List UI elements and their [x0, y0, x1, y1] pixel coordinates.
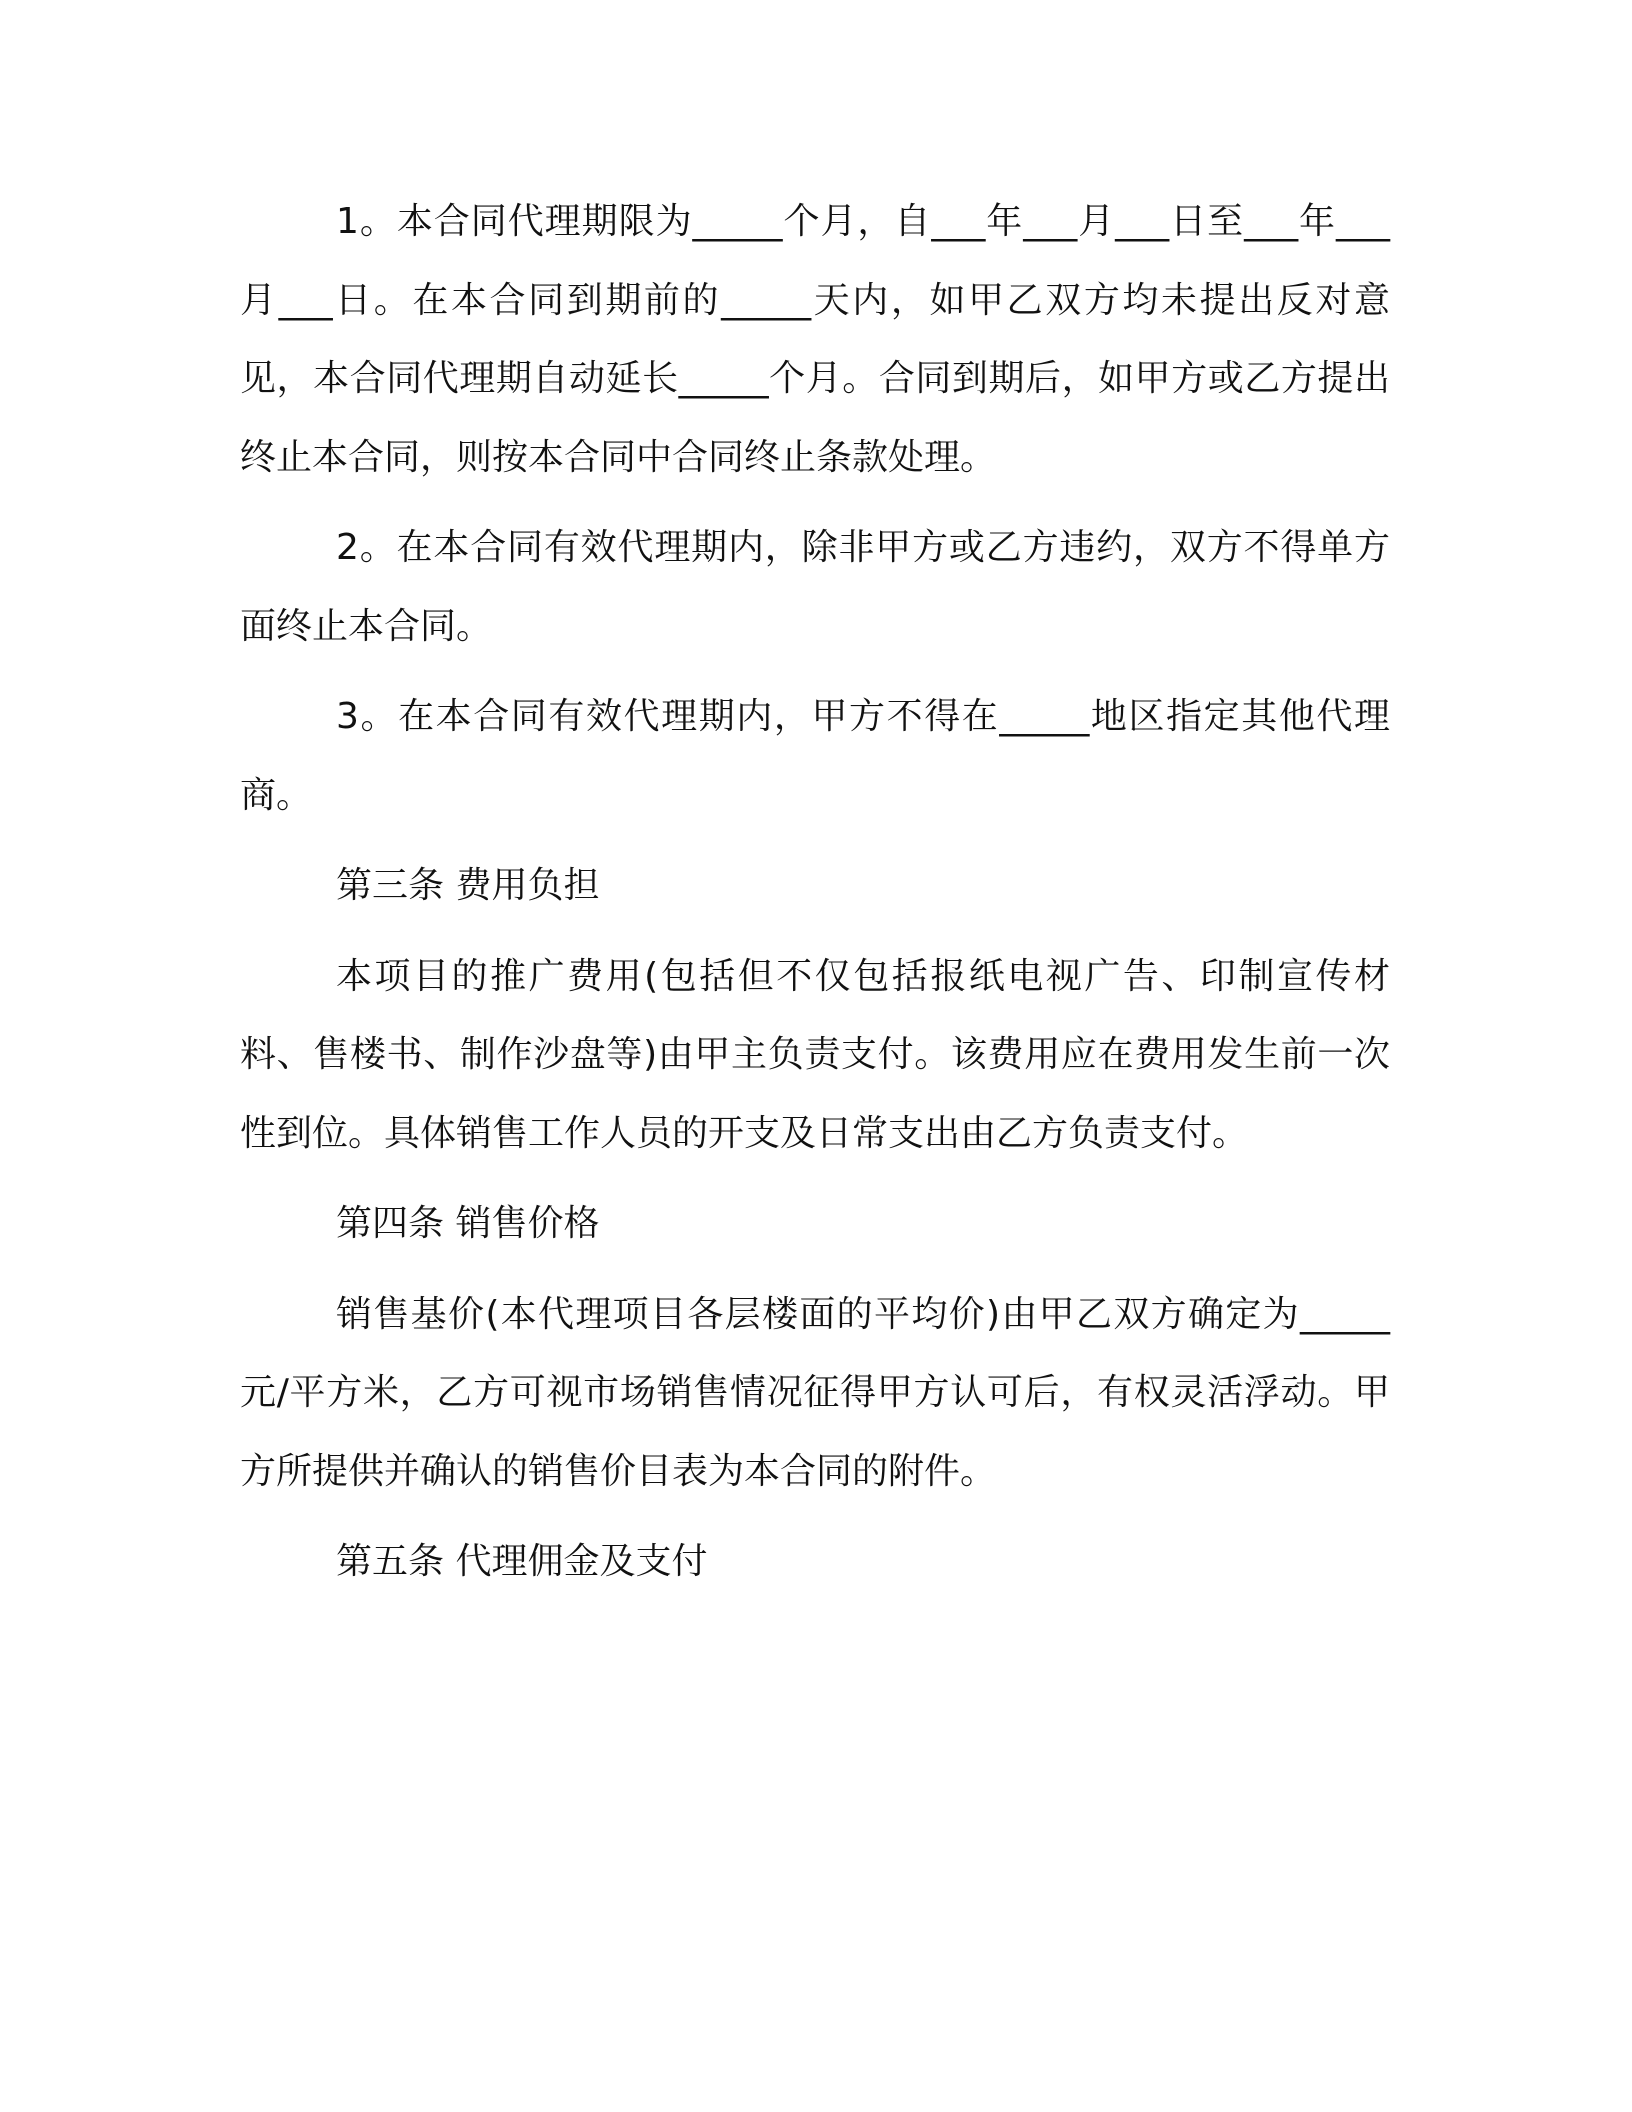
- article-3-heading: 第三条 费用负担: [336, 865, 600, 906]
- clause-exclusive-agent: 3。在本合同有效代理期内，甲方不得在_____地区指定其他代理商。: [240, 696, 1390, 816]
- clause-term-period: 1。本合同代理期限为_____个月，自___年___月___日至___年___月___日。在本合同到期前的_____天内，如甲乙双方均未提出反对意见，本合同代理期自动延长_____个月。合同到期后，如甲方或乙方提出终止本合同，则按本合同中合同终止条款处理。: [240, 201, 1390, 478]
- clause-promotion-costs: 本项目的推广费用(包括但不仅包括报纸电视广告、印制宣传材料、售楼书、制作沙盘等)由甲主负责支付。该费用应在费用发生前一次性到位。具体销售工作人员的开支及日常支出由乙方负责支付。: [240, 955, 1390, 1154]
- clause-no-unilateral-termination: 2。在本合同有效代理期内，除非甲方或乙方违约，双方不得单方面终止本合同。: [240, 527, 1390, 647]
- article-5-heading: 第五条 代理佣金及支付: [336, 1541, 708, 1582]
- article-4-heading: 第四条 销售价格: [336, 1203, 600, 1244]
- clause-base-price: 销售基价(本代理项目各层楼面的平均价)由甲乙双方确定为_____元/平方米，乙方可视市场销售情况征得甲方认可后，有权灵活浮动。甲方所提供并确认的销售价目表为本合同的附件。: [240, 1293, 1390, 1492]
- document-body: [240, 183, 1390, 1614]
